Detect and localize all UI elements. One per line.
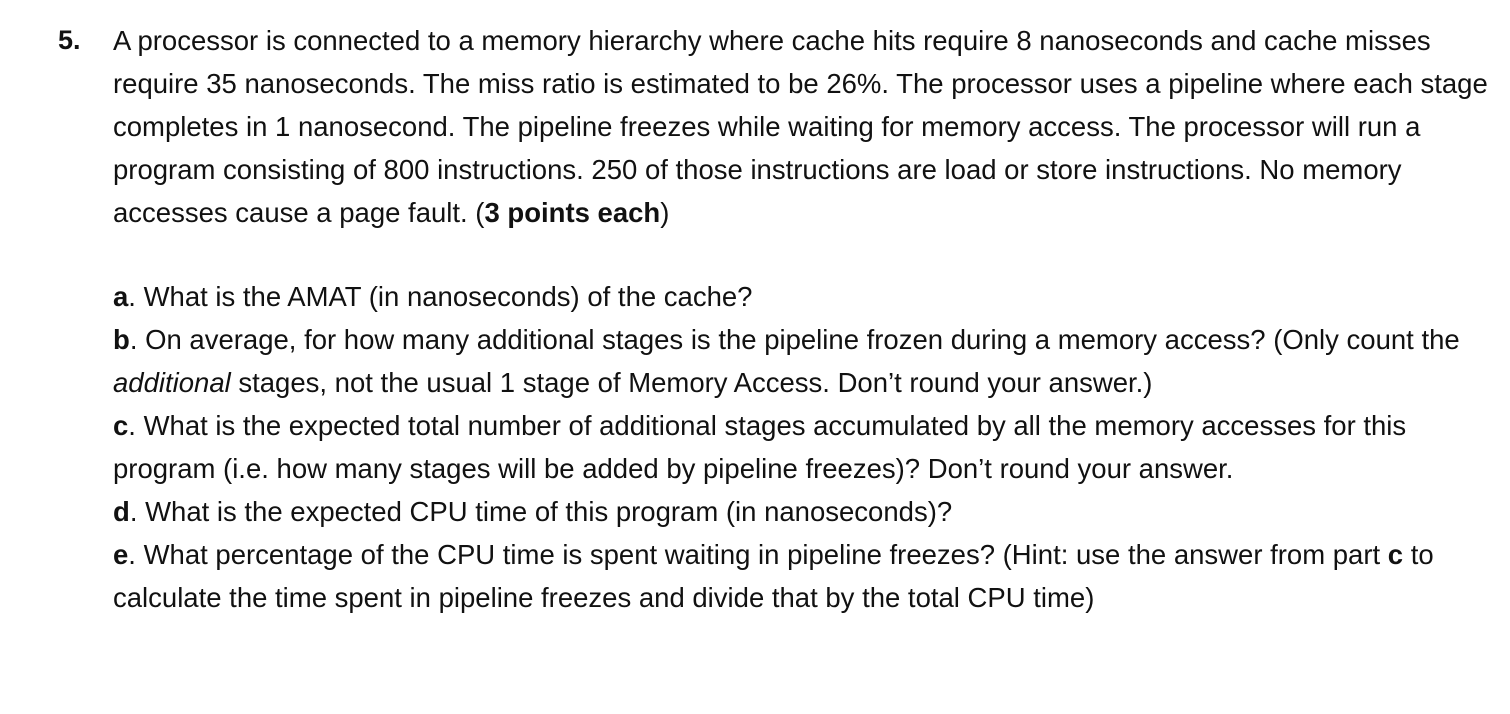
part-b-letter: b xyxy=(113,324,130,355)
part-e xyxy=(113,533,1503,619)
part-b-emphasis: additional xyxy=(113,367,231,398)
question-number: 5. xyxy=(58,25,81,55)
part-e-reference: c xyxy=(1387,539,1404,570)
question-parts xyxy=(113,275,1503,619)
question-stem xyxy=(113,19,1503,234)
part-b-text: . On average, for how many additional stages is the pipeline frozen during a memory access? (Only count the xyxy=(129,324,1460,355)
part-d xyxy=(113,490,1503,533)
part-e-letter: e xyxy=(113,539,129,570)
question-stem-text: A processor is connected to a memory hierarchy where cache hits require 8 nanoseconds and cache misses require 35 nanoseconds. The miss ratio is estimated to be 26%. The processor uses a pipeline where each stage completes in 1 nanosecond. The pipeline freezes while waiting for memory access. The processor will run a program consisting of 800 instructions. 250 of those instructions are load or store instructions. No memory accesses cause a page fault. ( xyxy=(113,25,1488,228)
part-a-letter: a xyxy=(113,281,129,312)
part-c xyxy=(113,404,1503,490)
points-label: 3 points each xyxy=(484,197,661,228)
part-b-text-continued: stages, not the usual 1 stage of Memory Access. Don’t round your answer.) xyxy=(230,367,1153,398)
part-d-text: . What is the expected CPU time of this program (in nanoseconds)? xyxy=(129,496,953,527)
question-stem-close: ) xyxy=(660,197,670,228)
part-d-letter: d xyxy=(113,496,130,527)
part-a-text: . What is the AMAT (in nanoseconds) of the cache? xyxy=(128,281,753,312)
part-e-text-continued: to calculate the time spent in pipeline freezes and divide that by the total CPU time) xyxy=(113,539,1434,613)
part-c-text: . What is the expected total number of additional stages accumulated by all the memory accesses for this program (i.e. how many stages will be added by pipeline freezes)? Don’t round your answer. xyxy=(113,410,1407,484)
part-b xyxy=(113,318,1503,404)
part-a xyxy=(113,275,1503,318)
part-e-text: . What percentage of the CPU time is spent waiting in pipeline freezes? (Hint: use the answer from part xyxy=(128,539,1388,570)
part-c-letter: c xyxy=(113,410,129,441)
